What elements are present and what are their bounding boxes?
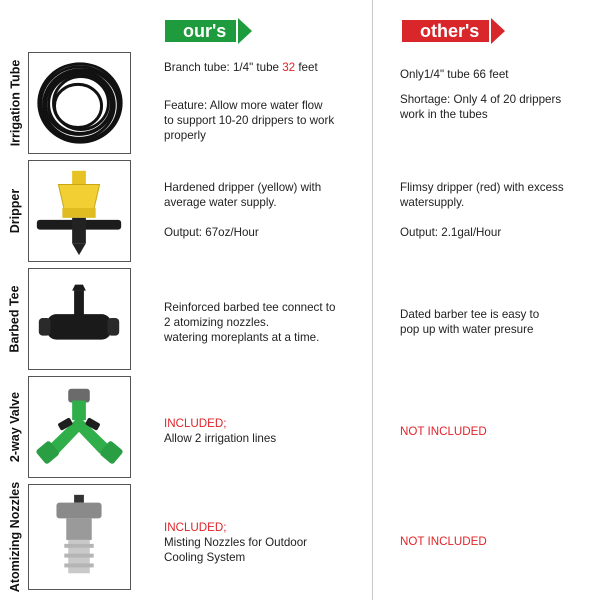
ours-dripper-description: Hardened dripper (yellow) with average water supply. Output: 67oz/Hour bbox=[164, 180, 369, 240]
ours-tube-length-highlight: 32 bbox=[282, 61, 296, 74]
ours-tube-description: Branch tube: 1/4" tube 32 feet Feature: Allow more water flow to support 10-20 drippers to work properly bbox=[164, 61, 335, 142]
others-header-banner bbox=[400, 18, 505, 44]
row-barbed-tee bbox=[0, 268, 600, 370]
ours-header-banner bbox=[163, 18, 252, 44]
others-nozzle-status: NOT INCLUDED bbox=[400, 535, 487, 548]
others-banner-arrow-tip bbox=[491, 18, 505, 44]
ours-header-label: our's bbox=[163, 18, 238, 44]
ours-nozzle-description: INCLUDED; Misting Nozzles for Outdoor Cooling System bbox=[164, 520, 369, 565]
row-label-atomizing-nozzles: Atomizing Nozzles bbox=[8, 481, 23, 593]
two-way-valve-icon bbox=[28, 376, 131, 478]
ours-valve-included-status: INCLUDED; bbox=[164, 417, 227, 430]
row-label-two-way-valve: 2-way Valve bbox=[8, 391, 23, 463]
ours-dripper-output: Output: 67oz/Hour bbox=[164, 226, 259, 239]
ours-banner-arrow-tip bbox=[238, 18, 252, 44]
barbed-tee-icon bbox=[28, 268, 131, 370]
row-label-irrigation-tube: Irrigation Tube bbox=[8, 59, 23, 147]
others-valve-status: NOT INCLUDED bbox=[400, 425, 487, 438]
ours-valve-description: INCLUDED; Allow 2 irrigation lines bbox=[164, 416, 369, 446]
others-dripper-output: Output: 2.1gal/Hour bbox=[400, 226, 502, 239]
row-two-way-valve bbox=[0, 376, 600, 478]
row-label-dripper: Dripper bbox=[8, 188, 23, 234]
row-label-barbed-tee: Barbed Tee bbox=[8, 285, 22, 353]
atomizing-nozzle-icon bbox=[28, 484, 131, 590]
others-tube-description: Only1/4" tube 66 feet Shortage: Only 4 of 20 drippers work in the tubes bbox=[400, 68, 562, 121]
row-atomizing-nozzles bbox=[0, 481, 600, 593]
coiled-tube-icon bbox=[28, 52, 131, 154]
others-tee-description: Dated barber tee is easy to pop up with water presure bbox=[400, 308, 540, 336]
others-dripper-description: Flimsy dripper (red) with excess watersupply. Output: 2.1gal/Hour bbox=[400, 180, 595, 240]
yellow-dripper-icon bbox=[28, 160, 131, 262]
others-header-label: other's bbox=[400, 18, 491, 44]
ours-tee-description: Reinforced barbed tee connect to 2 atomizing nozzles. watering moreplants at a time. bbox=[164, 301, 336, 344]
row-irrigation-tube bbox=[0, 52, 600, 154]
row-dripper bbox=[0, 160, 600, 262]
ours-nozzle-included-status: INCLUDED; bbox=[164, 521, 227, 534]
